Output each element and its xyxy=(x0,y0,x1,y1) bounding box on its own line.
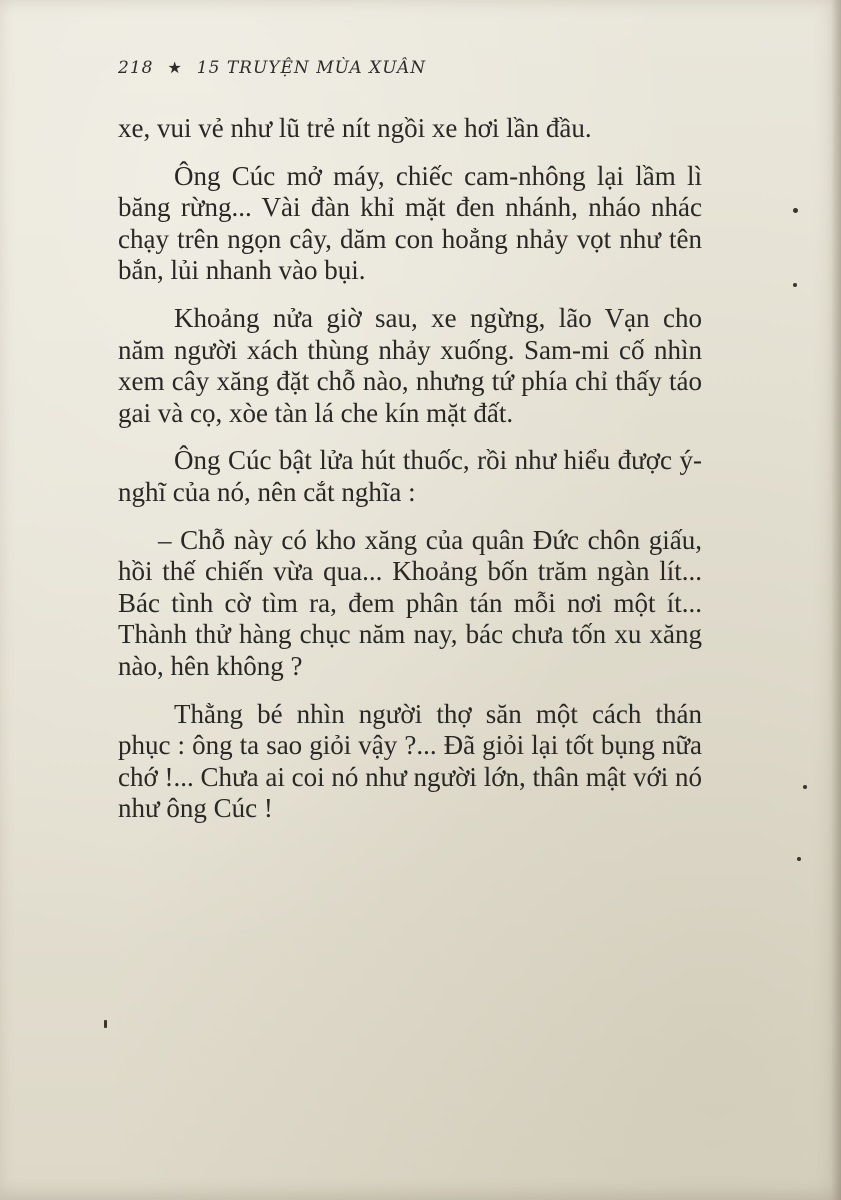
paper-speck xyxy=(797,857,801,861)
paragraph-continued: xe, vui vẻ như lũ trẻ nít ngồi xe hơi lần đầu. xyxy=(118,113,592,143)
dialogue-paragraph: – Chỗ này có kho xăng của quân Đức chôn giấu, hồi thế chiến vừa qua... Khoảng bốn trăm ngàn lít... Bác tình cờ tìm ra, đem phân tán mỗi nơi một ít... Thành thử hàng chục năm nay, bác chưa tốn xu xăng nào, hên không ? xyxy=(118,524,702,681)
paper-speck xyxy=(793,283,797,287)
paper-speck xyxy=(803,785,807,789)
paper-speck xyxy=(793,208,798,213)
book-title: 15 TRUYỆN MÙA XUÂN xyxy=(196,58,427,78)
star-separator: ★ xyxy=(167,58,183,77)
page-number: 218 xyxy=(118,58,154,78)
paragraph: Ông Cúc mở máy, chiếc cam-nhông lại lầm lì băng rừng... Vài đàn khỉ mặt đen nhánh, nháo nhác chạy trên ngọn cây, dăm con hoẳng nhảy vọt như tên bắn, lủi nhanh vào bụi. xyxy=(118,160,702,286)
paragraph: Khoảng nửa giờ sau, xe ngừng, lão Vạn cho năm người xách thùng nhảy xuống. Sam-mi cố nhìn xem cây xăng đặt chỗ nào, nhưng tứ phía chỉ thấy táo gai và cọ, xòe tàn lá che kín mặt đất. xyxy=(118,302,702,428)
running-head xyxy=(118,58,426,78)
paragraph: Ông Cúc bật lửa hút thuốc, rồi như hiểu được ý-nghĩ của nó, nên cắt nghĩa : xyxy=(118,445,702,507)
page-edge-shadow xyxy=(831,0,841,1200)
body-text xyxy=(118,113,702,841)
paper-speck xyxy=(104,1020,107,1028)
paragraph: Thằng bé nhìn người thợ săn một cách thán phục : ông ta sao giỏi vậy ?... Đã giỏi lại tốt bụng nữa chớ !... Chưa ai coi nó như người lớn, thân mật với nó như ông Cúc ! xyxy=(118,698,702,824)
